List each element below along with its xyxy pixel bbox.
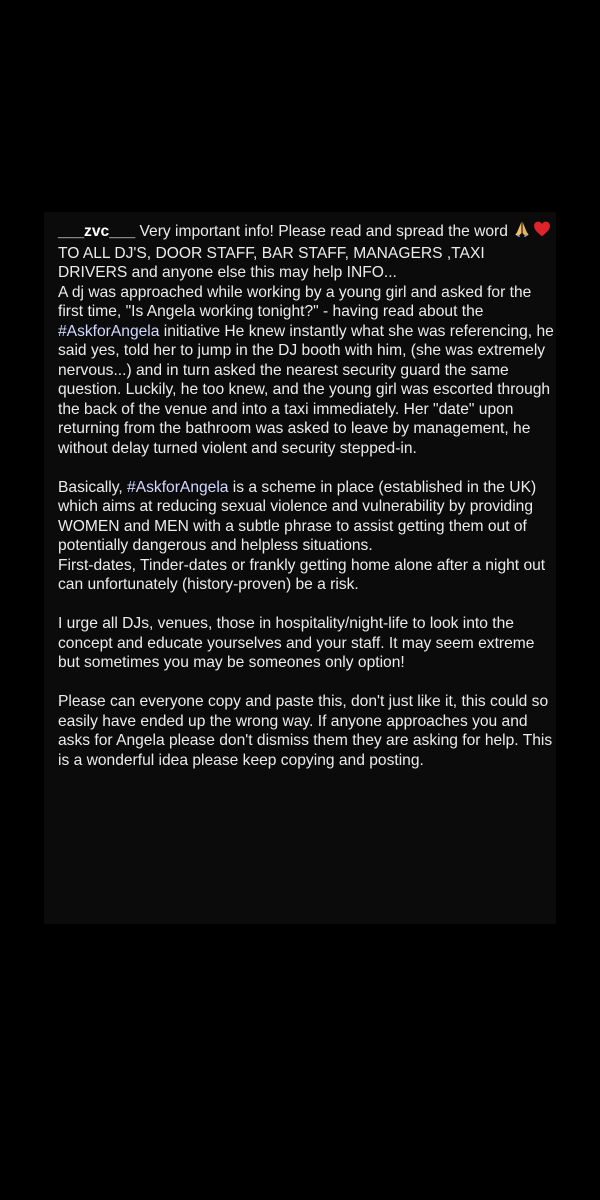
post-caption: [58, 220, 558, 770]
scheme-text-1: Basically,: [58, 478, 128, 496]
scheme-text-2: is a scheme in place (established in the UK) which aims at reducing sexual violence and vulnerability by providing WOMEN and MEN with a subtle phrase to assist getting them out of potentially dangerous and helpless situations.: [58, 478, 537, 554]
red-heart-icon: [533, 220, 551, 244]
username-link[interactable]: ___zvc___: [58, 223, 136, 240]
paragraph-gap: [58, 673, 558, 693]
caption-scheme: [58, 478, 558, 556]
caption-story: [58, 283, 558, 459]
story-text-1: A dj was approached while working by a young girl and asked for the first time, "Is Angela working tonight?" - having read about the: [58, 283, 532, 320]
hashtag-askforangela[interactable]: #AskforAngela: [127, 478, 229, 496]
paragraph-gap: [58, 595, 558, 615]
caption-urge: I urge all DJs, venues, those in hospitality/night-life to look into the concept and educate yourselves and your staff. It may seem extreme but sometimes you may be someones only option!: [58, 615, 535, 671]
paragraph-gap: [58, 458, 558, 478]
folded-hands-icon: [513, 220, 531, 244]
intro-audience-text: TO ALL DJ'S, DOOR STAFF, BAR STAFF, MANAGERS ,TAXI DRIVERS and anyone else this may help INFO...: [58, 244, 485, 281]
caption-risk: First-dates, Tinder-dates or frankly getting home alone after a night out can unfortunately (history-proven) be a risk.: [58, 556, 546, 593]
intro-text: Very important info! Please read and spread the word: [135, 223, 513, 240]
caption-appeal: Please can everyone copy and paste this, don't just like it, this could so easily have ended up the wrong way. If anyone approaches you and asks for Angela please don't dismiss them they are asking for help. This is a wonderful idea please keep copying and posting.: [58, 693, 553, 769]
caption-intro: [58, 220, 558, 283]
hashtag-askforangela[interactable]: #AskforAngela: [58, 322, 160, 340]
story-text-2: initiative He knew instantly what she was referencing, he said yes, told her to jump in the DJ booth with him, (she was extremely nervous...) and in turn asked the nearest security guard the same question. Luckily, he too knew, and the young girl was escorted through the back of the venue and into a taxi immediately. Her "date" upon returning from the bathroom was asked to leave by management, he without delay turned violent and security stepped-in.: [58, 322, 554, 457]
